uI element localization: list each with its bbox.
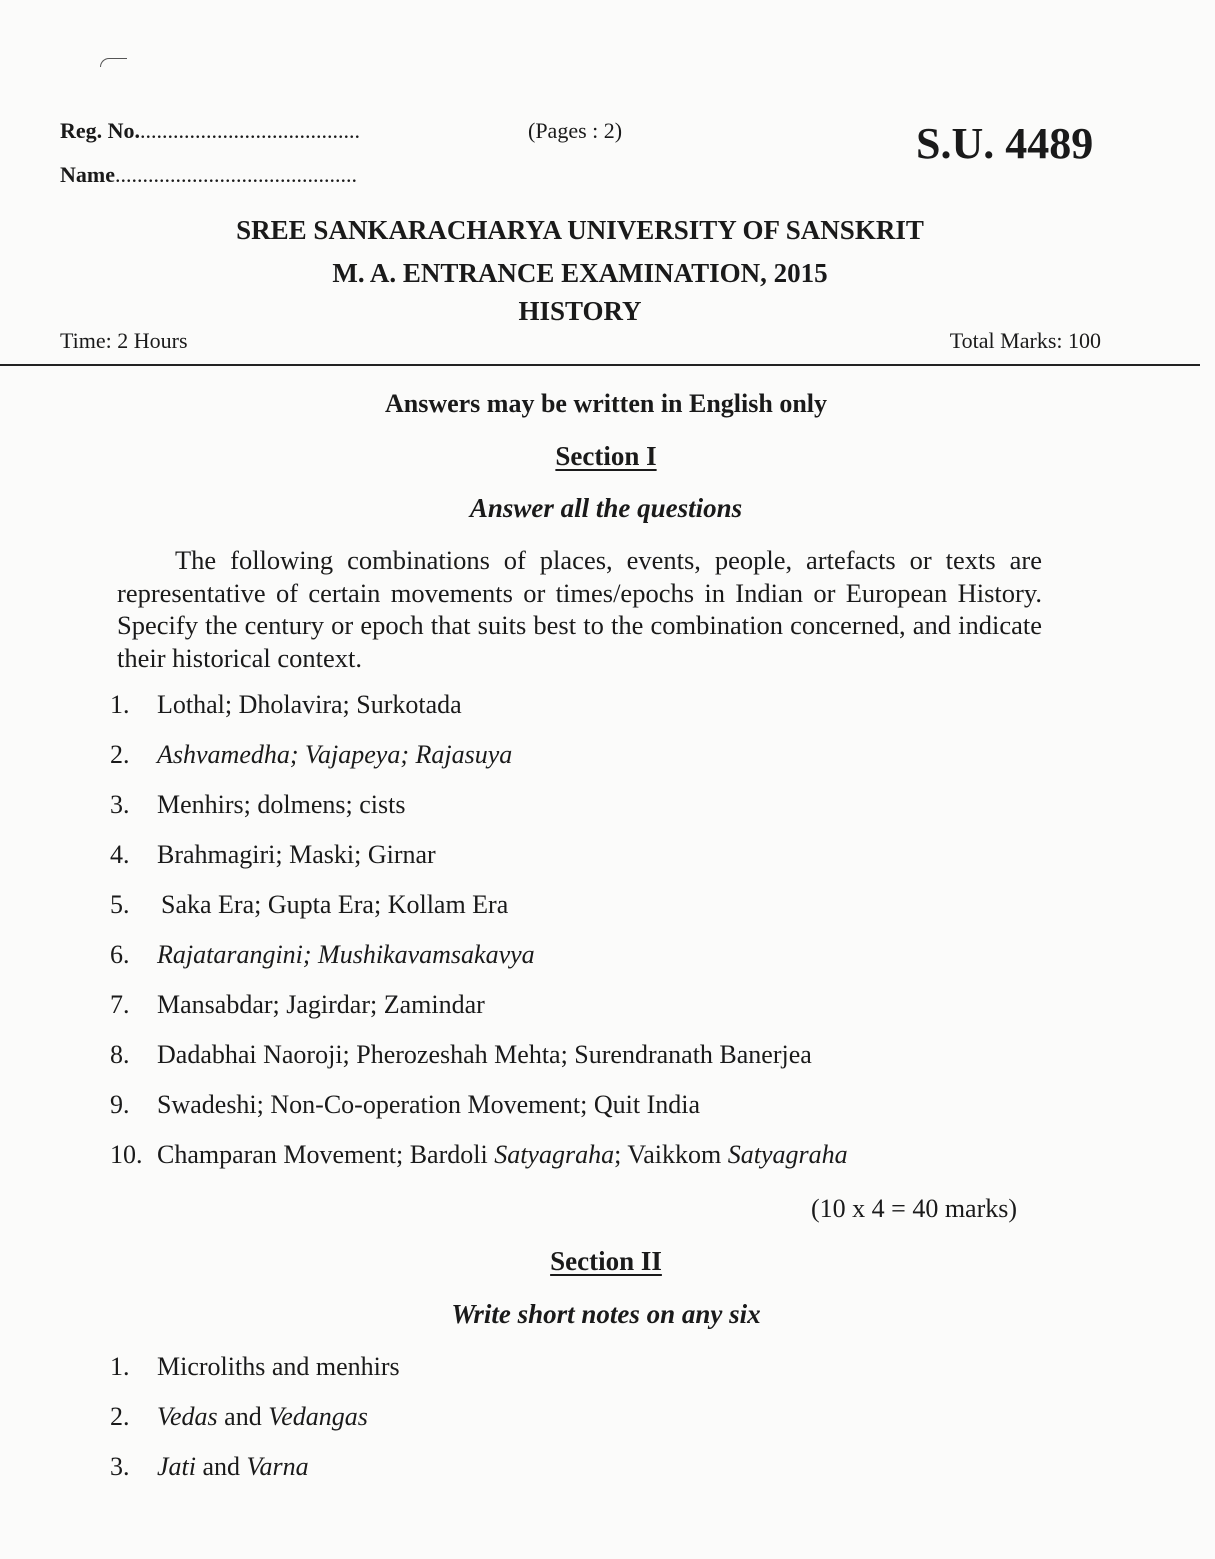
question-item: 1. Microliths and menhirs bbox=[110, 1352, 400, 1381]
question-item: 10. Champaran Movement; Bardoli Satyagraha; Vaikkom Satyagraha bbox=[110, 1140, 848, 1169]
question-item: 9. Swadeshi; Non-Co-operation Movement; Quit India bbox=[110, 1090, 701, 1119]
question-item: 3. Jati and Varna bbox=[110, 1452, 309, 1481]
name-label: Name bbox=[60, 162, 115, 187]
question-item: 8. Dadabhai Naoroji; Pherozeshah Mehta; Surendranath Banerjea bbox=[110, 1040, 812, 1069]
section-2-heading: Section II bbox=[550, 1246, 662, 1276]
section-1-heading: Section I bbox=[555, 441, 657, 471]
subject-title: HISTORY bbox=[518, 296, 642, 326]
question-item: 7. Mansabdar; Jagirdar; Zamindar bbox=[110, 990, 485, 1019]
exam-title: M. A. ENTRANCE EXAMINATION, 2015 bbox=[332, 258, 828, 288]
name-dots: ............................................ bbox=[114, 162, 357, 187]
reg-no-label: Reg. No. bbox=[60, 118, 141, 143]
question-item: 4. Brahmagiri; Maski; Girnar bbox=[110, 840, 436, 869]
question-item: 6. Rajatarangini; Mushikavamsakavya bbox=[110, 940, 535, 969]
name-field bbox=[60, 162, 357, 188]
pen-mark bbox=[100, 58, 127, 67]
header-divider bbox=[0, 364, 1200, 366]
time-allowed: Time: 2 Hours bbox=[60, 328, 188, 353]
section-1-paragraph bbox=[117, 544, 1042, 674]
question-item: 2. Ashvamedha; Vajapeya; Rajasuya bbox=[110, 740, 513, 769]
question-item: 1. Lothal; Dholavira; Surkotada bbox=[110, 690, 462, 719]
question-item: 2. Vedas and Vedangas bbox=[110, 1402, 368, 1431]
question-item: 5. Saka Era; Gupta Era; Kollam Era bbox=[110, 890, 509, 919]
total-marks: Total Marks: 100 bbox=[949, 328, 1101, 353]
university-title: SREE SANKARACHARYA UNIVERSITY OF SANSKRIT bbox=[236, 215, 924, 245]
section-1-instruction: Answer all the questions bbox=[469, 493, 743, 523]
section-1-scoring: (10 x 4 = 40 marks) bbox=[811, 1194, 1018, 1223]
reg-no-dots: ........................................ bbox=[140, 118, 361, 143]
language-note: Answers may be written in English only bbox=[384, 389, 828, 418]
section-2-instruction: Write short notes on any six bbox=[451, 1299, 761, 1329]
page-count: (Pages : 2) bbox=[528, 118, 623, 143]
paragraph-text: The following combinations of places, events, people, artefacts or texts are representative of certain movements or times/epochs in Indian or European History. Specify the century or epoch that suits best to the combination concerned, and indicate their historical context. bbox=[117, 545, 1042, 673]
reg-no-field bbox=[60, 118, 360, 144]
paper-code: S.U. 4489 bbox=[916, 119, 1094, 168]
question-item: 3. Menhirs; dolmens; cists bbox=[110, 790, 406, 819]
